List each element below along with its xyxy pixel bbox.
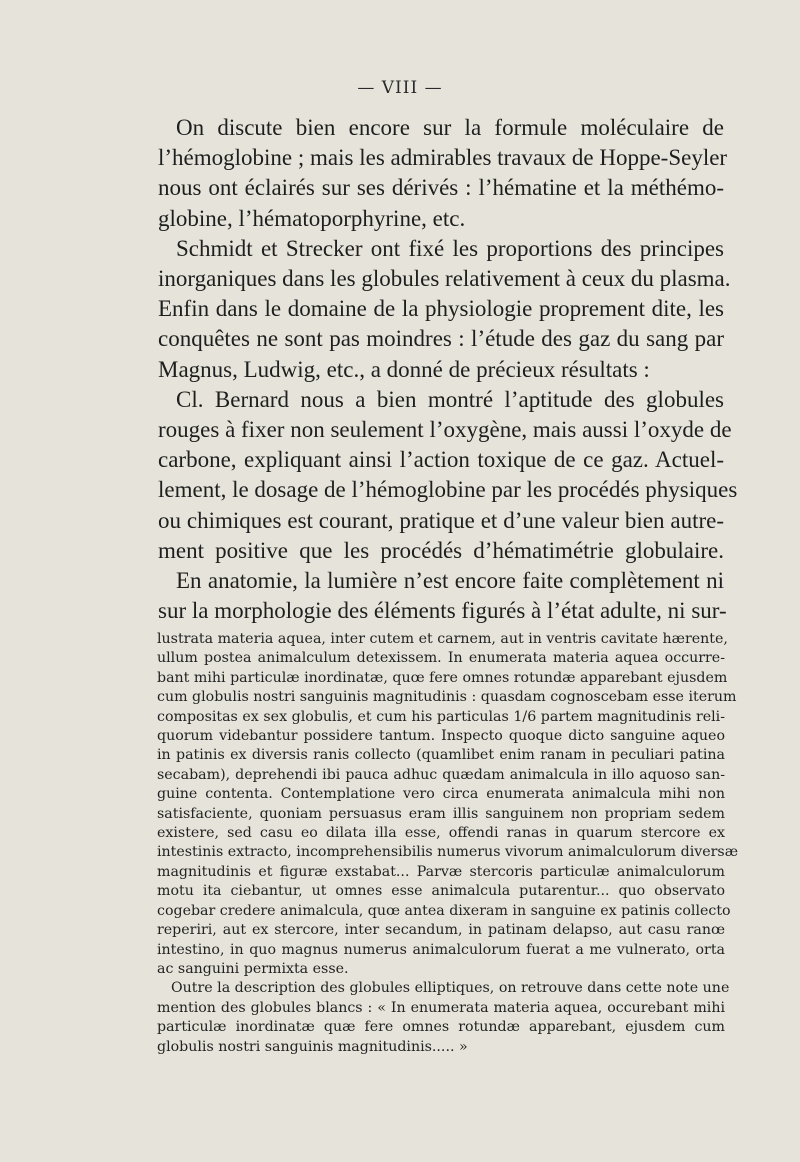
- body-text-line: lement, le dosage de l’hémoglobine par les procédés physiques: [158, 477, 738, 503]
- footnote-line: intestino, in quo magnus numerus animalculorum fuerat a me vulnerato, orta: [157, 941, 725, 958]
- footnote-line: bant mihi particulæ inordinatæ, quœ fere omnes rotundæ apparebant ejusdem: [157, 669, 728, 686]
- footnote-text: [157, 630, 739, 1057]
- footnote-line: in patinis ex diversis ranis collecto (quamlibet enim ranam in peculiari patina: [157, 747, 725, 764]
- body-text-line: En anatomie, la lumière n’est encore faite complètement ni: [176, 568, 724, 594]
- footnote-line: motu ita ciebantur, ut omnes esse animalcula putarentur... quo observato: [157, 883, 725, 900]
- footnote-line: quorum videbantur possidere tantum. Inspecto quoque dicto sanguine aqueo: [157, 728, 725, 745]
- body-text-line: ou chimiques est courant, pratique et d’une valeur bien autre-: [158, 507, 724, 533]
- footnote-line: existere, sed casu eo dilata illa esse, offendi ranas in quarum stercore ex: [157, 825, 725, 842]
- footnote-line: guine contenta. Contemplatione vero circa enumerata animalcula mihi non: [157, 786, 725, 803]
- footnote-line: globulis nostri sanguinis magnitudinis..... »: [157, 1038, 468, 1055]
- footnote-line: magnitudinis et figuræ exstabat... Parvæ stercoris particulæ animalculorum: [157, 863, 725, 880]
- footnote-line: particulæ inordinatæ quæ fere omnes rotundæ apparebant, ejusdem cum: [157, 1019, 725, 1036]
- page-number: — VIII —: [357, 78, 443, 98]
- footnote-line: cogebar credere animalcula, quœ antea dixeram in sanguine ex patinis collecto: [157, 902, 731, 919]
- body-text-line: Magnus, Ludwig, etc., a donné de précieux résultats :: [158, 356, 650, 382]
- body-text-line: carbone, expliquant ainsi l’action toxique de ce gaz. Actuel-: [158, 447, 724, 473]
- body-text-line: Cl. Bernard nous a bien montré l’aptitude des globules: [176, 386, 724, 412]
- body-text-line: On discute bien encore sur la formule moléculaire de: [176, 115, 724, 140]
- body-text-line: nous ont éclairés sur ses dérivés : l’hématine et la méthémo-: [158, 175, 724, 201]
- footnote-line: ac sanguini permixta esse.: [157, 960, 349, 977]
- footnote-line: compositas ex sex globulis, et cum his particulas 1/6 partem magnitudinis reli-: [157, 708, 725, 725]
- footnote-line: mention des globules blancs : « In enumerata materia aquea, occurebant mihi: [157, 999, 725, 1016]
- body-text-line: rouges à fixer non seulement l’oxygène, mais aussi l’oxyde de: [158, 417, 732, 443]
- body-text-line: conquêtes ne sont pas moindres : l’étude des gaz du sang par: [158, 326, 724, 352]
- body-text-line: Enfin dans le domaine de la physiologie proprement dite, les: [158, 296, 724, 322]
- body-text-line: Schmidt et Strecker ont fixé les proportions des principes: [176, 235, 724, 261]
- footnote-line: secabam), deprehendi ibi pauca adhuc quædam animalcula in illo aquoso san-: [157, 766, 725, 783]
- body-text-line: globine, l’hématoporphyrine, etc.: [158, 205, 466, 231]
- footnote-line: ullum postea animalculum detexissem. In enumerata materia aquea occurre-: [157, 650, 725, 667]
- footnote-line: satisfaciente, quoniam persuasus eram illis sanguinem non propriam sedem: [157, 805, 725, 822]
- footnote-line: cum globulis nostri sanguinis magnitudinis : quasdam cognoscebam esse iterum: [157, 689, 737, 706]
- footnote-line: lustrata materia aquea, inter cutem et carnem, aut in ventris cavitate hærente,: [157, 631, 728, 647]
- body-text-line: inorganiques dans les globules relativement à ceux du plasma.: [158, 266, 731, 292]
- footnote-line: intestinis extracto, incomprehensibilis numerus vivorum animalculorum diversæ: [157, 844, 739, 861]
- body-text-line: ment positive que les procédés d’hématimétrie globulaire.: [158, 537, 724, 563]
- body-text-line: sur la morphologie des éléments figurés à l’état adulte, ni sur-: [158, 598, 727, 624]
- main-body-text: [158, 113, 738, 626]
- footnote-line: reperiri, aut ex stercore, inter secandum, in patinam delapso, aut casu ranœ: [157, 922, 725, 939]
- footnote-line: Outre la description des globules elliptiques, on retrouve dans cette note une: [171, 980, 730, 997]
- body-text-line: l’hémoglobine ; mais les admirables travaux de Hoppe-Seyler: [158, 145, 728, 171]
